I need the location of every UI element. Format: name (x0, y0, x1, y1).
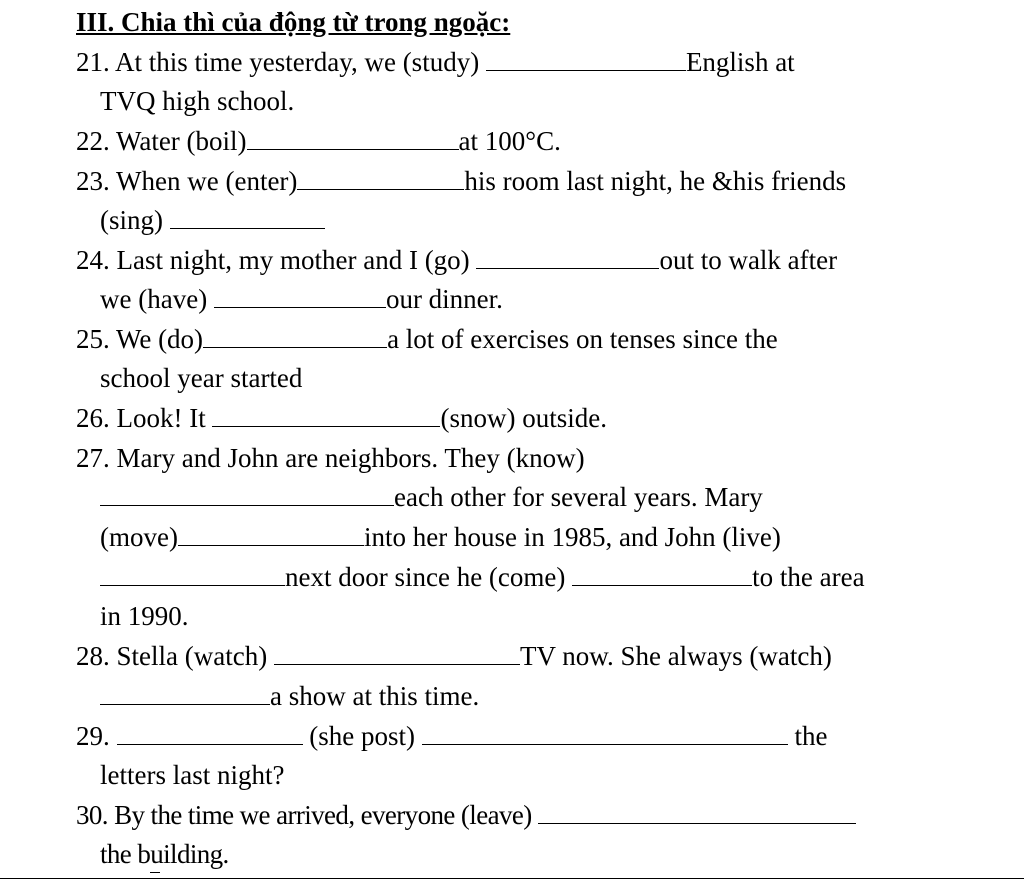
question-27-text: each other for several years. Mary (394, 482, 763, 512)
question-23-line-2 (100, 202, 325, 238)
question-27-text: to the area (752, 562, 865, 592)
answer-blank[interactable] (572, 563, 752, 586)
answer-blank[interactable] (100, 483, 394, 506)
question-25-line-2 (100, 360, 302, 396)
question-21-text: TVQ high school. (100, 86, 295, 116)
question-24-text: we (have) (100, 284, 214, 314)
question-26-line-1 (76, 400, 607, 436)
answer-blank[interactable] (247, 127, 459, 150)
page-break-mark (150, 872, 160, 873)
section-heading: III. Chia thì của động từ trong ngoặc: (76, 7, 511, 37)
question-28-text: a show at this time. (270, 681, 480, 711)
answer-blank[interactable] (486, 48, 686, 71)
question-30-text: 30. By the time we arrived, everyone (leave) (76, 800, 538, 830)
question-21-line-2 (100, 83, 294, 119)
question-27-line-5 (100, 598, 189, 634)
question-24-text: out to walk after (659, 245, 838, 275)
question-27-text: into her house in 1985, and John (live) (363, 522, 781, 552)
question-27-text: in 1990. (100, 601, 189, 631)
question-26-text: 26. Look! It (76, 403, 213, 433)
answer-blank[interactable] (212, 404, 440, 427)
question-29-text: 29. (76, 721, 117, 751)
question-27-line-2 (100, 479, 763, 515)
question-24-line-2 (100, 281, 503, 317)
question-22-text: 22. Water (boil) (76, 126, 247, 156)
question-27-line-3 (100, 519, 781, 555)
answer-blank[interactable] (100, 563, 285, 586)
question-28-line-2 (100, 678, 479, 714)
question-21-line-1 (76, 44, 795, 80)
question-22-text: at 100°C. (458, 126, 561, 156)
question-26-text: (snow) outside. (440, 403, 607, 433)
question-25-text: 25. We (do) (76, 324, 204, 354)
question-23-text: 23. When we (enter) (76, 166, 298, 196)
question-27-line-1 (76, 440, 585, 476)
question-21-text: 21. At this time yesterday, we (study) (76, 47, 486, 77)
question-27-text: 27. Mary and John are neighbors. They (know) (76, 443, 585, 473)
answer-blank[interactable] (178, 523, 364, 546)
question-29-text: (she post) (302, 721, 422, 751)
question-29-text: letters last night? (100, 760, 285, 790)
question-29-text: the (787, 721, 828, 751)
question-27-text: next door since he (come) (285, 562, 573, 592)
question-23-text: (sing) (100, 205, 170, 235)
question-29-line-2 (100, 757, 284, 793)
question-25-text: a lot of exercises on tenses since the (387, 324, 778, 354)
question-23-line-1 (76, 163, 846, 199)
question-25-text: school year started (100, 363, 303, 393)
question-28-text: TV now. She always (watch) (519, 641, 832, 671)
page-bottom-rule (0, 878, 1024, 879)
question-24-line-1 (76, 242, 837, 278)
question-27-text: (move) (100, 522, 178, 552)
question-30-text: the building. (100, 839, 229, 869)
question-25-line-1 (76, 321, 778, 357)
answer-blank[interactable] (476, 246, 659, 269)
question-22-line-1 (76, 123, 561, 159)
answer-blank[interactable] (297, 167, 464, 190)
question-28-line-1 (76, 638, 832, 674)
question-27-line-4 (100, 559, 865, 595)
question-21-text: English at (685, 47, 795, 77)
question-29-line-1 (76, 718, 827, 754)
question-24-text: our dinner. (385, 284, 503, 314)
answer-blank[interactable] (422, 722, 788, 745)
answer-blank[interactable] (538, 801, 856, 824)
answer-blank[interactable] (170, 206, 325, 229)
answer-blank[interactable] (117, 722, 303, 745)
answer-blank[interactable] (274, 642, 520, 665)
answer-blank[interactable] (203, 325, 387, 348)
question-30-line-1 (76, 797, 856, 833)
question-24-text: 24. Last night, my mother and I (go) (76, 245, 477, 275)
question-30-line-2 (100, 836, 229, 872)
answer-blank[interactable] (214, 285, 386, 308)
question-28-text: 28. Stella (watch) (76, 641, 274, 671)
question-23-text: his room last night, he &his friends (464, 166, 847, 196)
answer-blank[interactable] (100, 682, 270, 705)
